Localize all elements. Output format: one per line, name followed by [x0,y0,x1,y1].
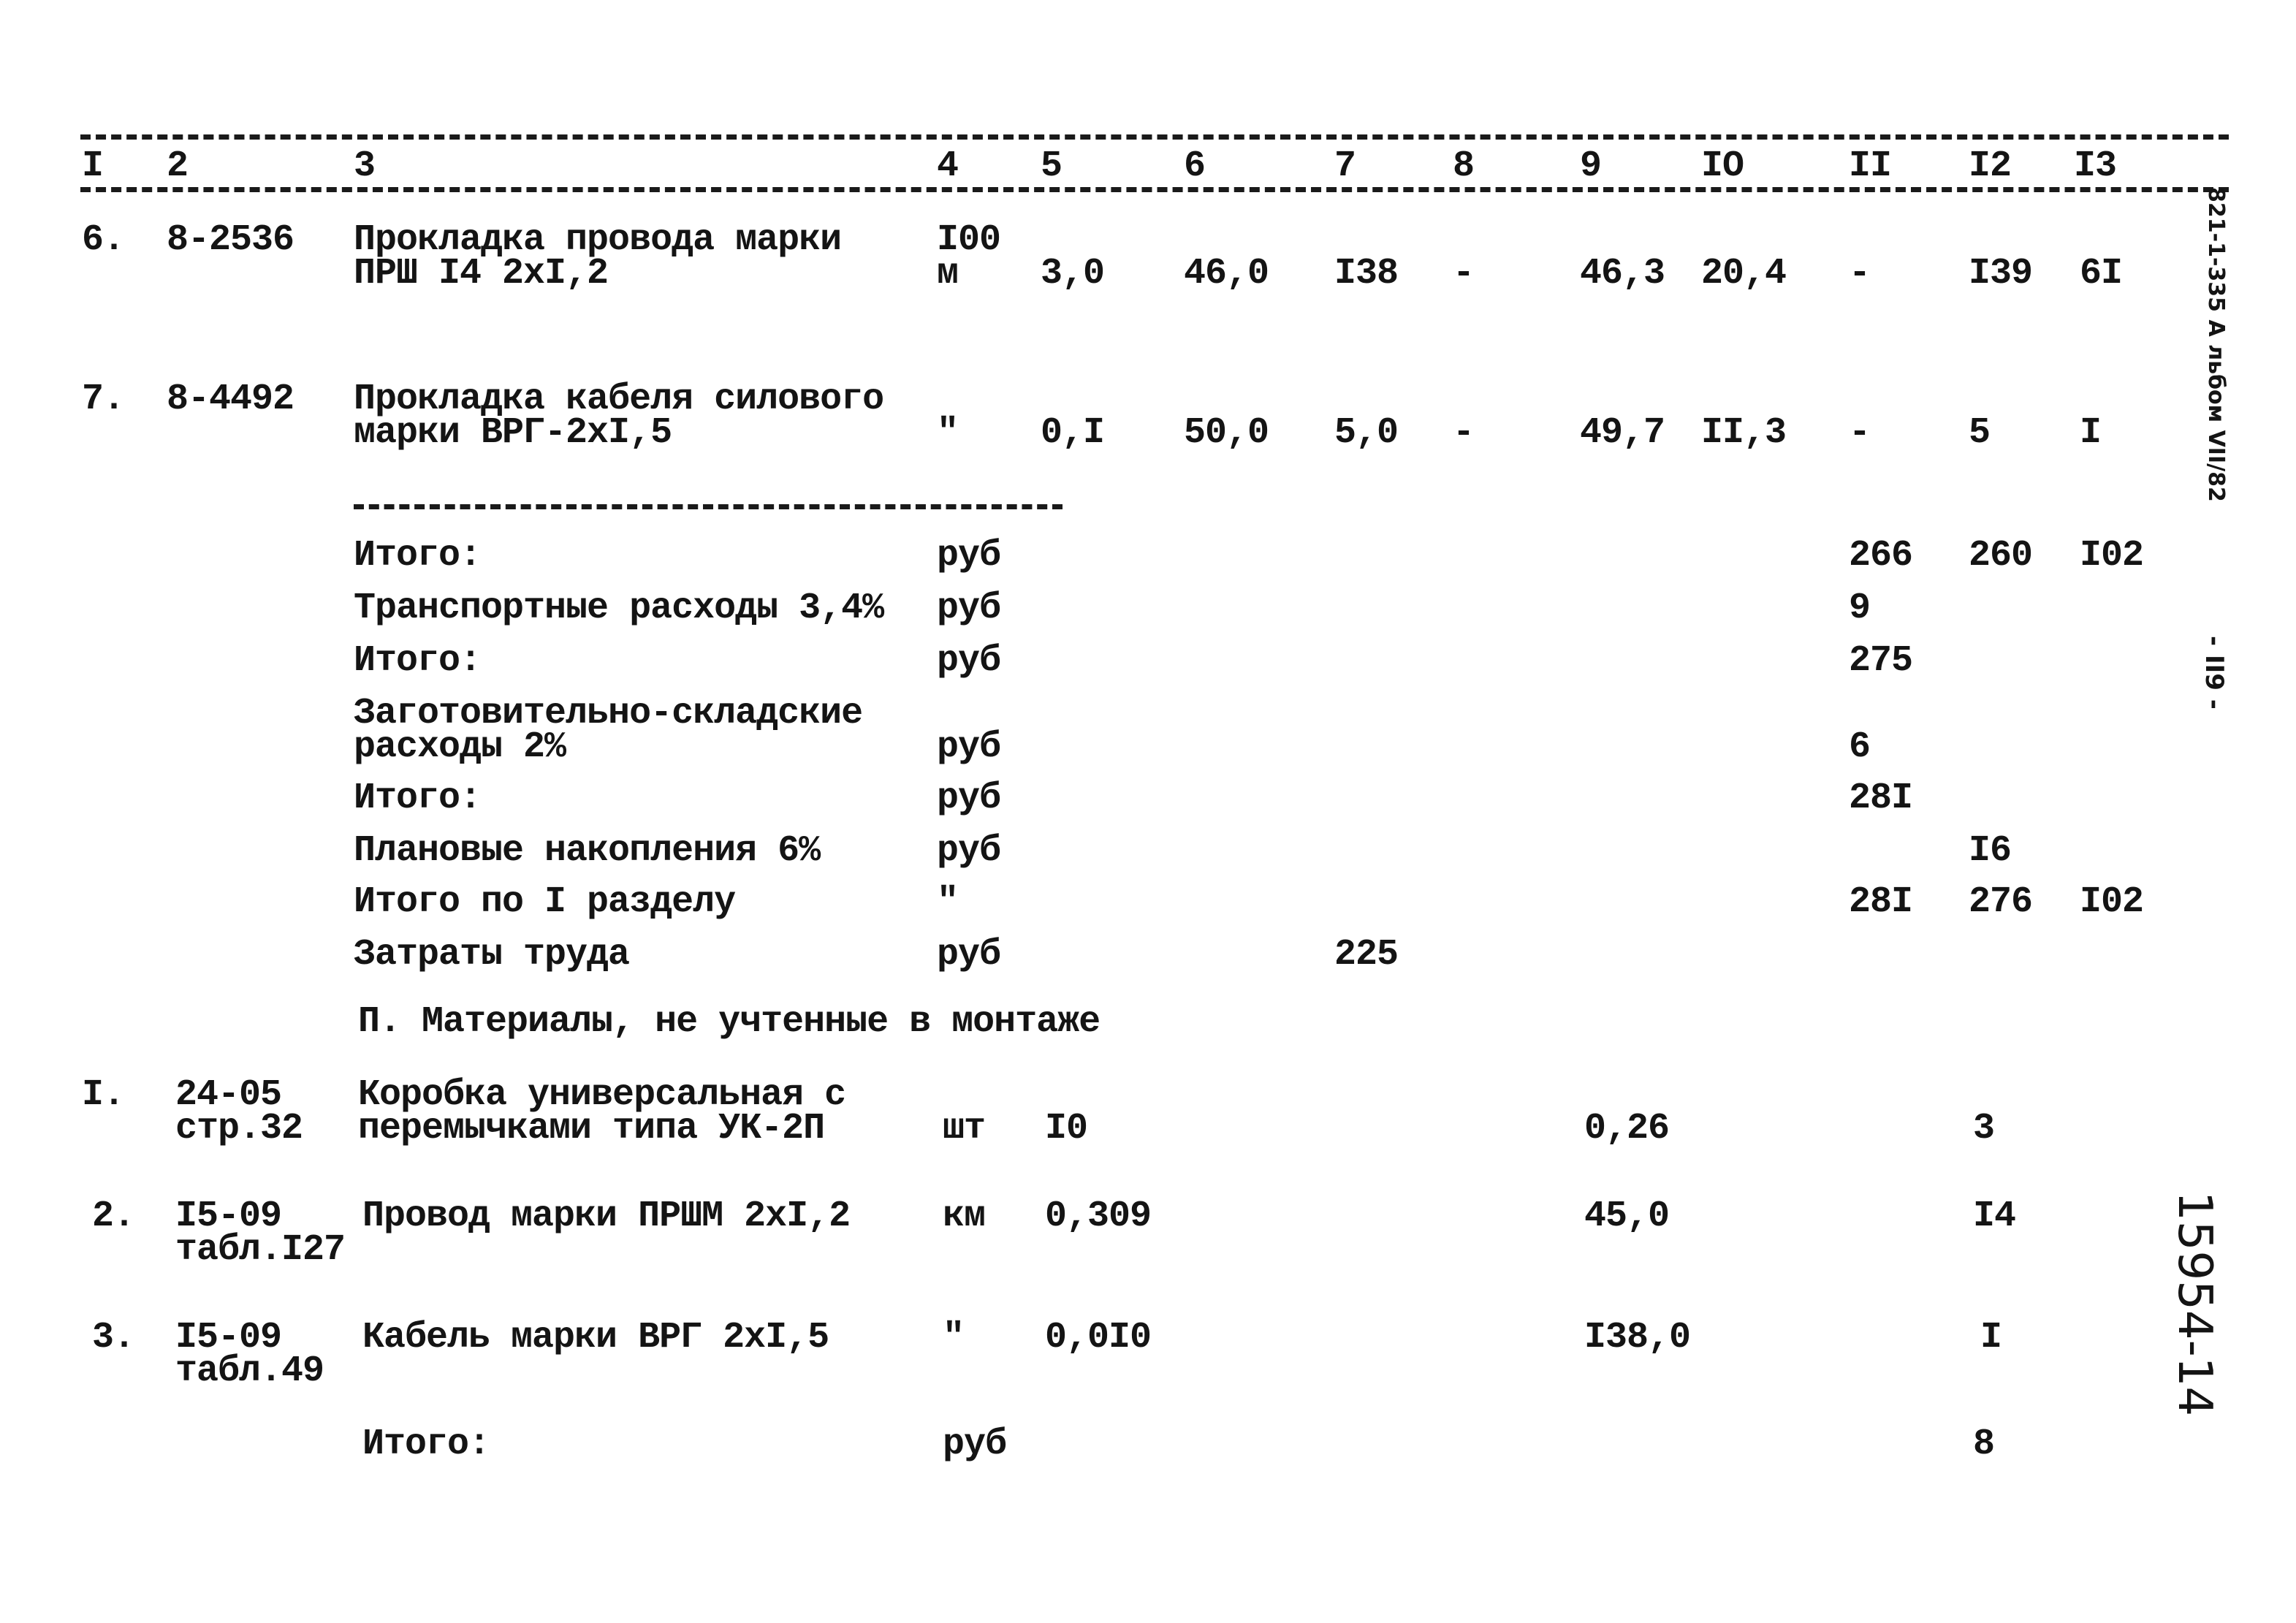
header-rule-bottom [80,187,2229,192]
cell: - [1849,412,1871,454]
summary-unit: руб [937,726,1001,768]
col-header-1: I [82,145,104,187]
cell: 260 [1969,535,2033,577]
cell: 8 [1973,1424,1995,1465]
cell: 50,0 [1184,412,1269,454]
cell: I [1980,1317,2002,1358]
col-header-3: 3 [354,145,376,187]
summary-unit: " [937,881,959,923]
cell: I02 [2080,535,2144,577]
row-number: 7. [82,379,125,420]
cell: 225 [1334,934,1399,976]
row-unit: шт [943,1108,986,1149]
cell: 276 [1969,881,2033,923]
summary-unit: руб [937,640,1001,682]
margin-stamp-number: 15954-14 [2167,1191,2221,1417]
summary-unit: руб [937,588,1001,629]
row-code: 8-2536 [167,219,294,261]
summary-unit: руб [937,934,1001,976]
summary-label: Итого: [354,778,482,819]
row-name: марки ВРГ-2xI,5 [354,412,672,454]
col-header-4: 4 [937,145,959,187]
cell: 9 [1849,588,1871,629]
row-code: I5-09 [175,1196,282,1237]
row-number: 6. [82,219,125,261]
row-code: I5-09 [175,1317,282,1358]
col-header-11: II [1849,145,1892,187]
row-code: 24-05 [175,1074,282,1116]
row-name: Коробка универсальная с [358,1074,846,1116]
row-name: Прокладка кабеля силового [354,379,884,420]
summary-label: Итого по I разделу [354,881,736,923]
cell: 45,0 [1584,1196,1670,1237]
row-unit: " [943,1317,965,1358]
cell: I38 [1334,253,1399,294]
cell: - [1849,253,1871,294]
cell: I [2080,412,2102,454]
row-code: табл.I27 [175,1229,346,1271]
cell: 0,26 [1584,1108,1670,1149]
row-code: стр.32 [175,1108,303,1149]
row-number: 2. [92,1196,135,1237]
summary-unit: руб [937,830,1001,872]
cell: 6 [1849,726,1871,768]
summary-label: Заготовительно-складские [354,693,863,734]
cell: - [1453,253,1475,294]
cell: I02 [2080,881,2144,923]
cell: 6I [2080,253,2123,294]
header-rule-top [80,134,2229,140]
cell: I38,0 [1584,1317,1691,1358]
cell: I6 [1969,830,2012,872]
col-header-9: 9 [1580,145,1602,187]
cell: 46,3 [1580,253,1665,294]
row-unit: " [937,412,959,454]
summary-unit: руб [943,1424,1007,1465]
row-unit: I00 [937,219,1001,261]
row-name: перемычками типа УК-2П [358,1108,825,1149]
margin-page-number: - II9 - [2200,636,2229,710]
cell: 5,0 [1334,412,1399,454]
row-unit: м [937,253,959,294]
cell: 28I [1849,778,1913,819]
row-name: Прокладка провода марки [354,219,842,261]
summary-unit: руб [937,778,1001,819]
cell: 5 [1969,412,1991,454]
cell: - [1453,412,1475,454]
row-number: I. [82,1074,125,1116]
summary-label: Итого: [354,535,482,577]
col-header-12: I2 [1969,145,2012,187]
row-code: 8-4492 [167,379,294,420]
summary-label: Транспортные расходы 3,4% [354,588,884,629]
row-name: Кабель марки ВРГ 2xI,5 [362,1317,829,1358]
cell: I39 [1969,253,2033,294]
col-header-8: 8 [1453,145,1475,187]
col-header-7: 7 [1334,145,1356,187]
row-name: Провод марки ПРШМ 2xI,2 [362,1196,851,1237]
cell: I4 [1973,1196,2016,1237]
section-title: П. Материалы, не учтенные в монтаже [358,1001,1101,1043]
summary-label: расходы 2% [354,726,566,768]
cell: 20,4 [1701,253,1787,294]
cell: 275 [1849,640,1913,682]
summary-label: Итого: [354,640,482,682]
cell: 3,0 [1041,253,1105,294]
col-header-5: 5 [1041,145,1063,187]
cell: 3 [1973,1108,1995,1149]
summary-label: Затраты труда [354,934,630,976]
col-header-13: I3 [2074,145,2117,187]
cell: 49,7 [1580,412,1665,454]
section-rule [354,504,1063,509]
row-number: 3. [92,1317,135,1358]
col-header-10: IO [1701,145,1744,187]
row-unit: км [943,1196,986,1237]
cell: 266 [1849,535,1913,577]
cell: 0,309 [1045,1196,1152,1237]
cell: 28I [1849,881,1913,923]
summary-unit: руб [937,535,1001,577]
col-header-6: 6 [1184,145,1206,187]
row-code: табл.49 [175,1350,324,1392]
row-name: ПРШ I4 2xI,2 [354,253,609,294]
cell: 46,0 [1184,253,1269,294]
margin-reference: 821-1-335 А льбом VII/82 [2203,187,2229,502]
cell: 0,I [1041,412,1105,454]
cell: I0 [1045,1108,1088,1149]
cell: II,3 [1701,412,1787,454]
cell: 0,0I0 [1045,1317,1152,1358]
summary-label: Плановые накопления 6% [354,830,821,872]
col-header-2: 2 [167,145,189,187]
summary-label: Итого: [362,1424,490,1465]
